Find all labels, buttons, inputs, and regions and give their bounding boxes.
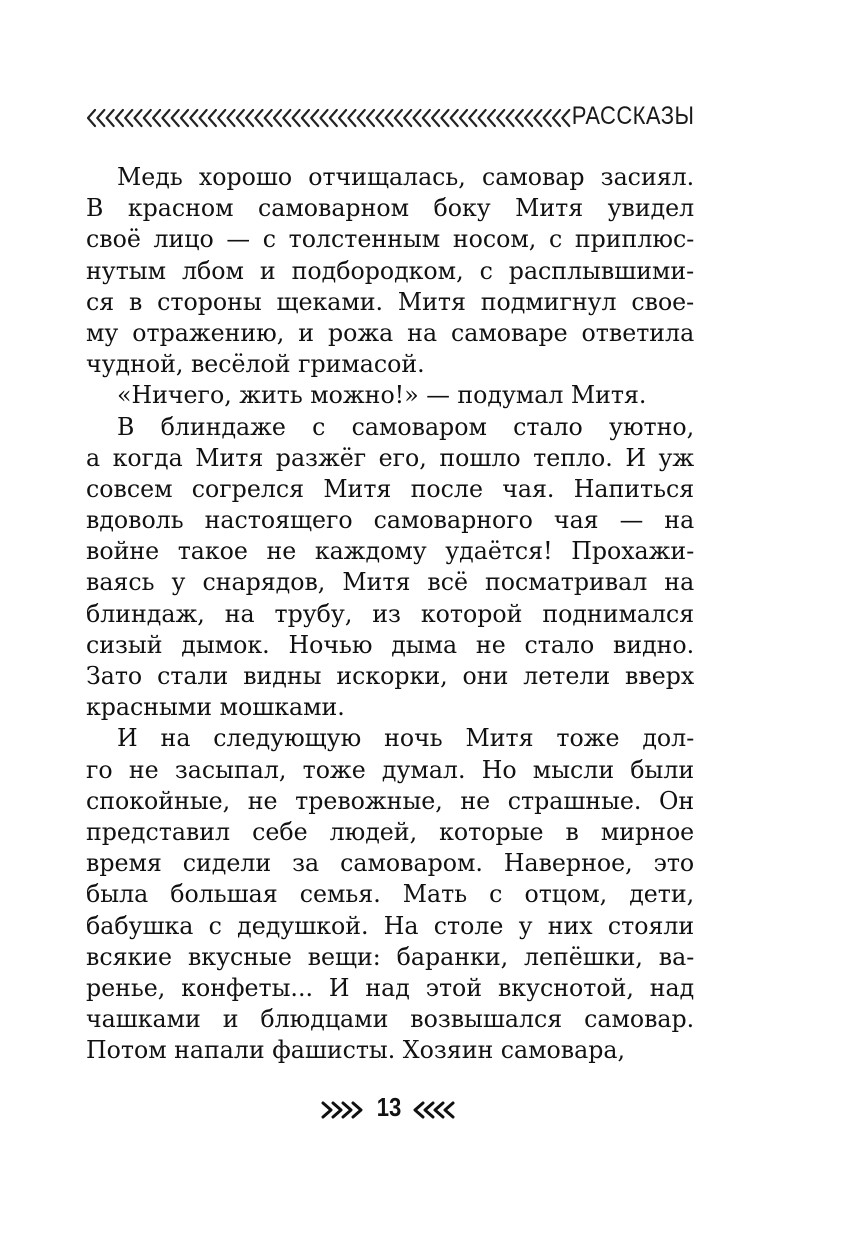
- text-line: своё лицо — с толстенным носом, с приплюс-: [86, 224, 695, 254]
- double-chevron-right-icon: [320, 1099, 364, 1121]
- chevron-ornament-icon: [86, 107, 576, 129]
- text-line: му отражению, и рожа на самоваре ответила: [86, 317, 695, 347]
- text-line: «Ничего, жить можно!» — подумал Митя.: [117, 380, 647, 410]
- text-line: всякие вкусные вещи: баранки, лепёшки, ва-: [86, 941, 695, 971]
- text-line: И на следующую ночь Митя тоже дол-: [117, 723, 695, 753]
- text-line: красными мошками.: [86, 692, 345, 722]
- text-line: ваясь у снарядов, Митя всё посматривал на: [86, 567, 695, 597]
- paragraph: [86, 379, 694, 410]
- paragraph: [86, 411, 694, 723]
- text-line: ренье, конфеты... И над этой вкуснотой, над: [86, 972, 695, 1002]
- text-line: бабушка с дедушкой. На столе у них стояли: [86, 910, 695, 940]
- text-line: Потом напали фашисты. Хозяин самовара,: [86, 1035, 625, 1065]
- text-line: чашками и блюдцами возвышался самовар.: [86, 1004, 695, 1034]
- page-footer: [0, 1090, 844, 1130]
- text-line: спокойные, не тревожные, не страшные. Он: [86, 785, 695, 815]
- text-line: Медь хорошо отчищалась, самовар засиял.: [117, 162, 695, 191]
- text-line: а когда Митя разжёг его, пошло тепло. И уж: [86, 442, 695, 472]
- text-line: сизый дымок. Ночью дыма не стало видно.: [86, 629, 695, 659]
- text-line: ся в стороны щеками. Митя подмигнул свое-: [86, 286, 695, 316]
- text-line: представил себе людей, которые в мирное: [86, 816, 695, 846]
- section-title: РАССКАЗЫ: [571, 102, 694, 130]
- double-chevron-left-icon: [412, 1099, 456, 1121]
- text-line: В красном самоварном боку Митя увидел: [86, 193, 695, 223]
- text-line: войне такое не каждому удаётся! Прохажи-: [86, 536, 695, 566]
- body-text: [86, 161, 694, 1065]
- text-line: была большая семья. Мать с отцом, дети,: [86, 879, 695, 909]
- text-line: Зато стали видны искорки, они летели вверх: [86, 661, 695, 690]
- text-line: совсем согрелся Митя после чая. Напиться: [86, 473, 695, 503]
- paragraph: [86, 722, 694, 1065]
- text-line: го не засыпал, тоже думал. Но мысли были: [86, 754, 695, 784]
- text-line: время сидели за самоваром. Наверное, это: [86, 848, 695, 878]
- page-number: 13: [376, 1092, 402, 1122]
- running-header: [86, 100, 694, 136]
- text-line: нутым лбом и подбородком, с расплывшими-: [86, 255, 695, 285]
- text-line: чудной, весёлой гримасой.: [86, 349, 425, 379]
- paragraph: [86, 161, 694, 379]
- text-line: блиндаж, на трубу, из которой поднимался: [86, 598, 695, 628]
- text-line: В блиндаже с самоваром стало уютно,: [117, 411, 695, 441]
- text-line: вдоволь настоящего самоварного чая — на: [86, 505, 695, 535]
